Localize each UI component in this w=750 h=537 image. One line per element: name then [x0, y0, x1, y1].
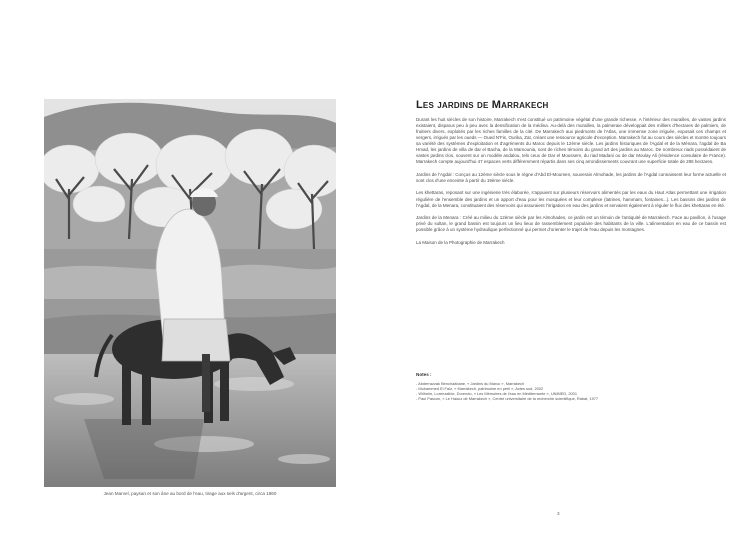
paragraph-menara: Jardins de la Menara : Créé au milieu du 12ème siècle par les Almohades, ce jardin est un témoin de l'antiquité de Marrakech. Face au pavillon, à l'usage privé du sultan, le grand bassin est toujours un lieu lieux de rassemblement populaire des habitants de la ville. L'alimentation en eau de ce bassin est possible grâce à un système hydraulique perfectionné qui permet d'orienter le trajet de l'eau depuis les montagnes. — [416, 215, 726, 233]
note-item: - Mohammed El Faïz, « Marrakech, patrimoine en péril », Actes sud, 2002 — [416, 385, 544, 391]
photograph-farmer-on-donkey — [44, 99, 336, 487]
photo-illustration — [44, 99, 336, 487]
paragraph-khettaras: Les khettaras, reposant sur une ingénierie très élaborée, s'appuient sur plusieurs réservoirs alimentés par les eaux du Haut Atlas permettant une irrigation régulière de l'ensemble des jardins et un apport d'eau pour les mosquées et leur complexe (latrines, hammam, fontaines...). Les bassins des jardins de l'Agdal, de la Menara, constituaient des réservoirs qui assuraient l'irrigation en eau des jardins et servaient également à réguler le flux des khettaras en été. — [416, 190, 726, 208]
note-item: - Paul Pascon, « Le Haouz de Marrakech », Centre universitaire de la recherche scientifique, Rabat, 1977 — [416, 395, 599, 401]
photo-caption: Jean Marvel, paysan et son âne au bord de l'eau, tirage aux sels d'argent, circa 1960 — [103, 491, 277, 496]
page-number: 3 — [557, 511, 560, 516]
paragraph-agdal: Jardins de l'Agdal : Conçus au 12ème siècle sous le règne d'Abd El-Moumen, souverain Almohade, les jardins de l'Agdal connaissent leur forme actuelle et sont clos d'une enceinte à partir du 19ème siècle. — [416, 171, 726, 183]
notes-title: Notes : — [416, 372, 432, 377]
note-item: - Abderrazzak Benchaâbane, « Jardins du Maroc », Marrakech — [416, 380, 525, 386]
notes-list — [416, 382, 726, 402]
paragraph-signature: La Maison de la Photographie de Marrakech — [416, 239, 505, 245]
article-body — [416, 117, 726, 252]
notes-section — [416, 373, 726, 402]
article-title: Les jardins de Marrakech — [416, 99, 549, 111]
paragraph-intro: Durant les huit siècles de son histoire, Marrakech s'est constitué un patrimoine végétal d'une grande richesse. A l'intérieur des murailles, de vastes jardins existaient, disparus peu à peu avec la densification de la médina. Au-delà des murailles, la palmeraie développait des milliers d'hectares de palmiers, de fruitiers divers, exploités par les riches familles de la cité. De Marrakech aux piedmonts de l'Atlas, une immense zone irriguée, exposait ces champs et vergers, irrigués par les oueds — Oued N'Fis, Ourika, Zat, créant une ressource agricole d'exception. Marrakech fut au cours des siècles et montre toujours sa variété des systèmes d'exploitation et d'agréments du Maroc depuis le 12ème siècle. Les jardins historiques de l'Agdal et de la Ménara, l'agdal de Ba Hmad, les jardins de villa de dar el Bacha, de la Mamounia, sont de riches témoins du grand art des jardins au Maroc. De nombreux riads possédaient de vastes jardins clos, souvent sur un modèle andalou, tels ceux de Dar el Moussem, du riad Madani ou de dar Moulay Ali (résidence consulaire de France). Marrakech compte aujourd'hui 47 espaces verts différemment répartis dans ses cinq arrondissements couvrant une superficie totale de 286 hectares. — [416, 117, 726, 165]
note-item: - Wilhelm, Lorenzalbie, Dorendo, « Les Mémoires de l'eau en Méditerranée », UNIMED, 2001 — [416, 390, 577, 396]
